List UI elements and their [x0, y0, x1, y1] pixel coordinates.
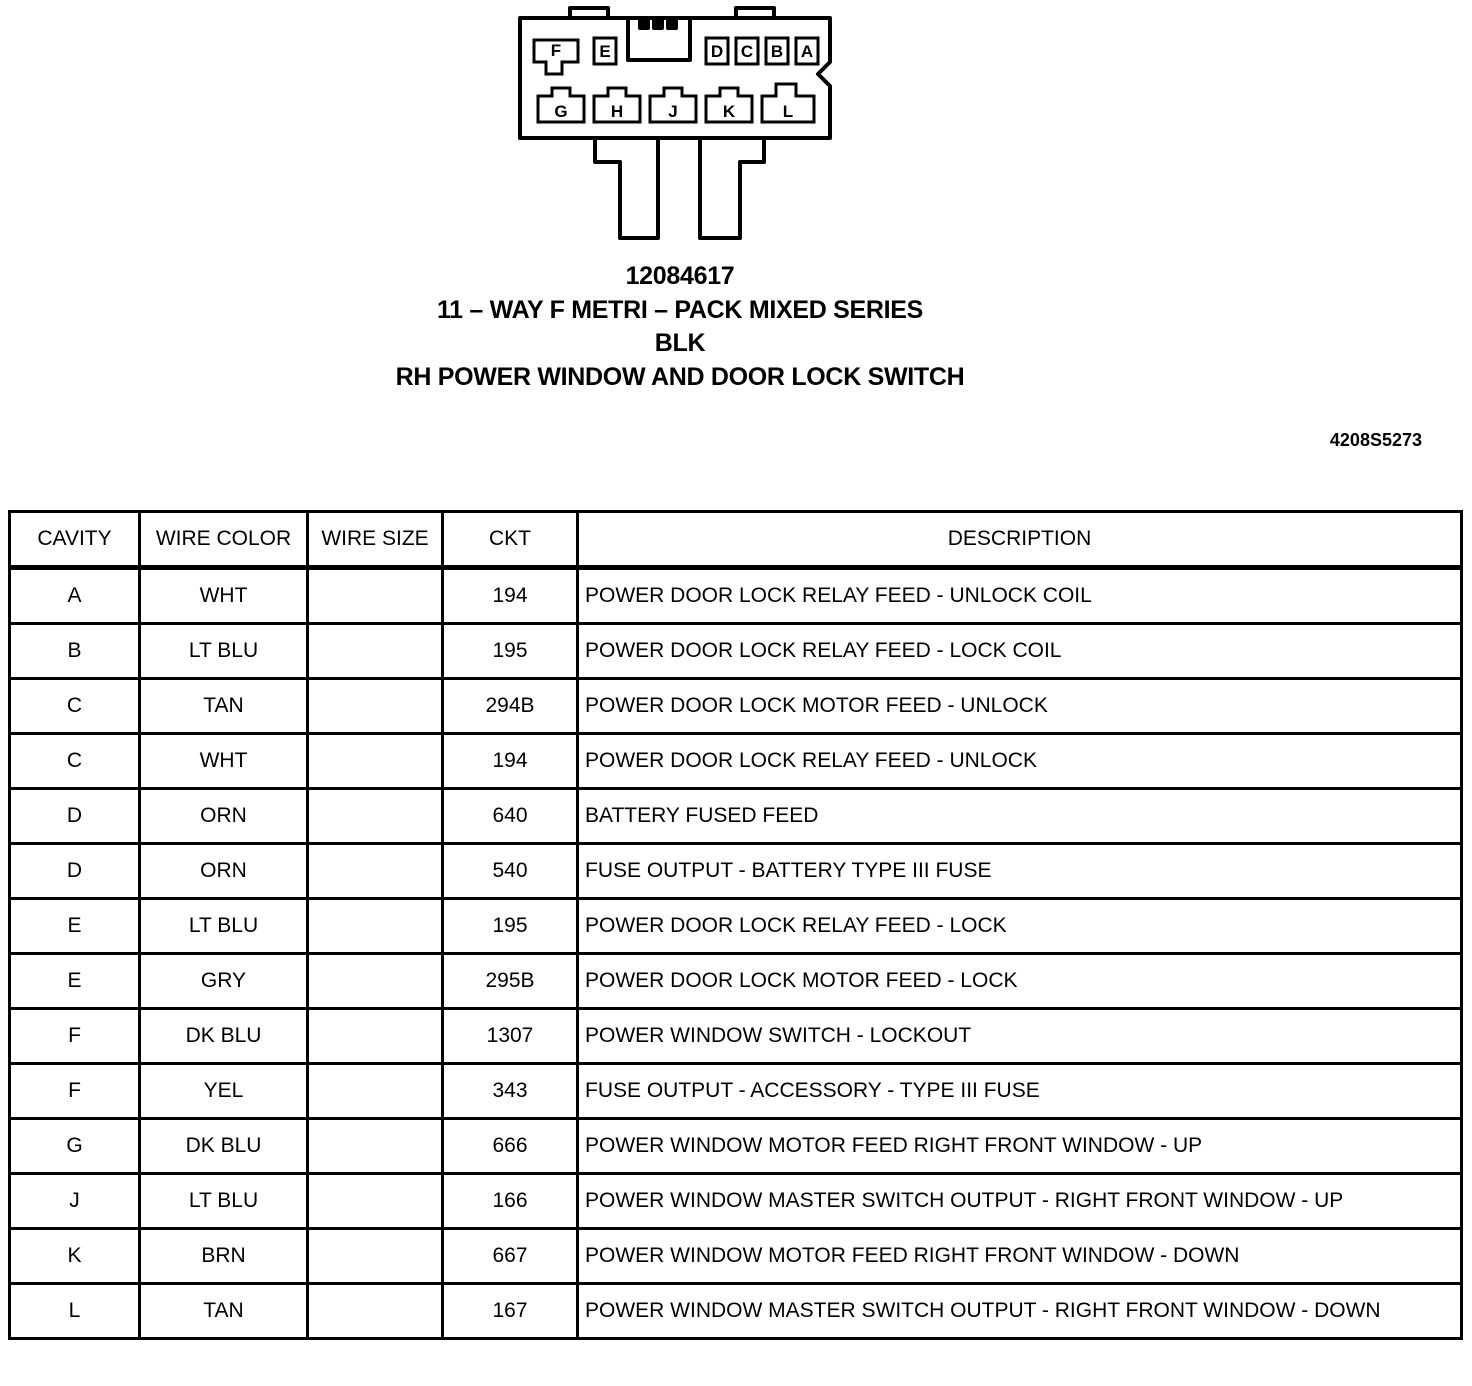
table-row: [10, 1009, 1462, 1064]
table-row: [10, 1229, 1462, 1284]
cavity-label: E: [599, 42, 611, 61]
cell-description: POWER DOOR LOCK RELAY FEED - LOCK: [578, 899, 1462, 954]
figure-id: 4208S5273: [1329, 430, 1422, 450]
cell-ckt: 295B: [443, 954, 578, 1009]
cell-wire-size: [308, 624, 443, 679]
table-row: [10, 954, 1462, 1009]
cell-wire-color: ORN: [140, 844, 308, 899]
cell-wire-size: [308, 899, 443, 954]
table-row: [10, 679, 1462, 734]
cell-description: POWER DOOR LOCK MOTOR FEED - LOCK: [578, 954, 1462, 1009]
cell-cavity: L: [10, 1284, 140, 1339]
table-row: [10, 789, 1462, 844]
cavity-label: H: [610, 102, 624, 121]
cell-wire-size: [308, 954, 443, 1009]
cell-ckt: 640: [443, 789, 578, 844]
cell-cavity: C: [10, 679, 140, 734]
cell-description: BATTERY FUSED FEED: [578, 789, 1462, 844]
cavity-label: C: [740, 42, 754, 61]
cell-cavity: D: [10, 844, 140, 899]
table-row: [10, 1119, 1462, 1174]
header-ckt: CKT: [443, 512, 578, 568]
cell-wire-size: [308, 734, 443, 789]
table-row: [10, 844, 1462, 899]
cell-ckt: 195: [443, 624, 578, 679]
cell-wire-color: YEL: [140, 1064, 308, 1119]
cell-ckt: 167: [443, 1284, 578, 1339]
cell-wire-color: LT BLU: [140, 1174, 308, 1229]
housing-tab-left: [570, 8, 608, 18]
cell-description: FUSE OUTPUT - BATTERY TYPE III FUSE: [578, 844, 1462, 899]
cavity-label: K: [722, 102, 736, 121]
cell-wire-color: WHT: [140, 568, 308, 624]
cell-description: POWER WINDOW MOTOR FEED RIGHT FRONT WINDOW - DOWN: [578, 1229, 1462, 1284]
cell-cavity: F: [10, 1009, 140, 1064]
cell-description: POWER DOOR LOCK RELAY FEED - UNLOCK: [578, 734, 1462, 789]
header-wire-color: WIRE COLOR: [140, 512, 308, 568]
cavity-label: L: [782, 102, 794, 121]
table-row: [10, 899, 1462, 954]
cell-description: POWER DOOR LOCK RELAY FEED - LOCK COIL: [578, 624, 1462, 679]
cell-wire-color: BRN: [140, 1229, 308, 1284]
header-cavity: CAVITY: [10, 512, 140, 568]
wire-exit-left: [595, 138, 658, 238]
cell-wire-color: DK BLU: [140, 1009, 308, 1064]
cell-cavity: K: [10, 1229, 140, 1284]
table-row: [10, 734, 1462, 789]
table-row: [10, 624, 1462, 679]
cell-wire-color: DK BLU: [140, 1119, 308, 1174]
pinout-table: [8, 510, 1463, 1340]
cell-cavity: E: [10, 954, 140, 1009]
cell-cavity: B: [10, 624, 140, 679]
cell-ckt: 194: [443, 734, 578, 789]
cell-ckt: 195: [443, 899, 578, 954]
cell-description: POWER DOOR LOCK MOTOR FEED - UNLOCK: [578, 679, 1462, 734]
cavity-label: J: [668, 102, 678, 121]
cavity-label: D: [710, 42, 724, 61]
cell-description: POWER WINDOW MOTOR FEED RIGHT FRONT WINDOW - UP: [578, 1119, 1462, 1174]
cell-wire-color: TAN: [140, 679, 308, 734]
cell-ckt: 666: [443, 1119, 578, 1174]
cell-cavity: E: [10, 899, 140, 954]
part-number: 12084617: [625, 262, 735, 290]
cell-wire-color: ORN: [140, 789, 308, 844]
cell-wire-color: LT BLU: [140, 899, 308, 954]
cell-wire-size: [308, 1064, 443, 1119]
cell-ckt: 1307: [443, 1009, 578, 1064]
cell-wire-color: WHT: [140, 734, 308, 789]
cell-wire-color: TAN: [140, 1284, 308, 1339]
cell-wire-size: [308, 1174, 443, 1229]
cell-wire-size: [308, 1009, 443, 1064]
cell-cavity: J: [10, 1174, 140, 1229]
cell-description: POWER WINDOW MASTER SWITCH OUTPUT - RIGHT FRONT WINDOW - DOWN: [578, 1284, 1462, 1339]
table-row: [10, 1064, 1462, 1119]
header-wire-size: WIRE SIZE: [308, 512, 443, 568]
cell-description: POWER DOOR LOCK RELAY FEED - UNLOCK COIL: [578, 568, 1462, 624]
cavity-label: G: [554, 102, 568, 121]
cell-wire-size: [308, 679, 443, 734]
cell-wire-size: [308, 1119, 443, 1174]
wire-exit-right: [700, 138, 764, 238]
table-row: [10, 1284, 1462, 1339]
cell-description: FUSE OUTPUT - ACCESSORY - TYPE III FUSE: [578, 1064, 1462, 1119]
cell-cavity: D: [10, 789, 140, 844]
cell-ckt: 540: [443, 844, 578, 899]
housing-tab-right: [736, 8, 774, 18]
connector-face-diagram: [0, 0, 1472, 260]
table-row: [10, 1174, 1462, 1229]
cell-wire-size: [308, 1229, 443, 1284]
cell-wire-size: [308, 568, 443, 624]
cavity-label: A: [800, 42, 814, 61]
cavity-label: F: [550, 41, 562, 60]
cell-wire-size: [308, 789, 443, 844]
cell-cavity: G: [10, 1119, 140, 1174]
table-header-row: [10, 512, 1462, 568]
cavity-label: B: [770, 42, 784, 61]
cell-description: POWER WINDOW SWITCH - LOCKOUT: [578, 1009, 1462, 1064]
cell-wire-color: LT BLU: [140, 624, 308, 679]
cell-wire-size: [308, 1284, 443, 1339]
cell-ckt: 194: [443, 568, 578, 624]
cell-ckt: 343: [443, 1064, 578, 1119]
connector-type: 11 – WAY F METRI – PACK MIXED SERIES: [436, 296, 924, 324]
cell-ckt: 294B: [443, 679, 578, 734]
cell-ckt: 667: [443, 1229, 578, 1284]
cell-wire-color: GRY: [140, 954, 308, 1009]
cell-ckt: 166: [443, 1174, 578, 1229]
table-row: [10, 568, 1462, 624]
cell-cavity: F: [10, 1064, 140, 1119]
cell-cavity: C: [10, 734, 140, 789]
cell-wire-size: [308, 844, 443, 899]
connector-name: RH POWER WINDOW AND DOOR LOCK SWITCH: [395, 363, 965, 391]
connector-color: BLK: [654, 329, 706, 357]
cell-cavity: A: [10, 568, 140, 624]
header-description: DESCRIPTION: [578, 512, 1462, 568]
cell-description: POWER WINDOW MASTER SWITCH OUTPUT - RIGHT FRONT WINDOW - UP: [578, 1174, 1462, 1229]
